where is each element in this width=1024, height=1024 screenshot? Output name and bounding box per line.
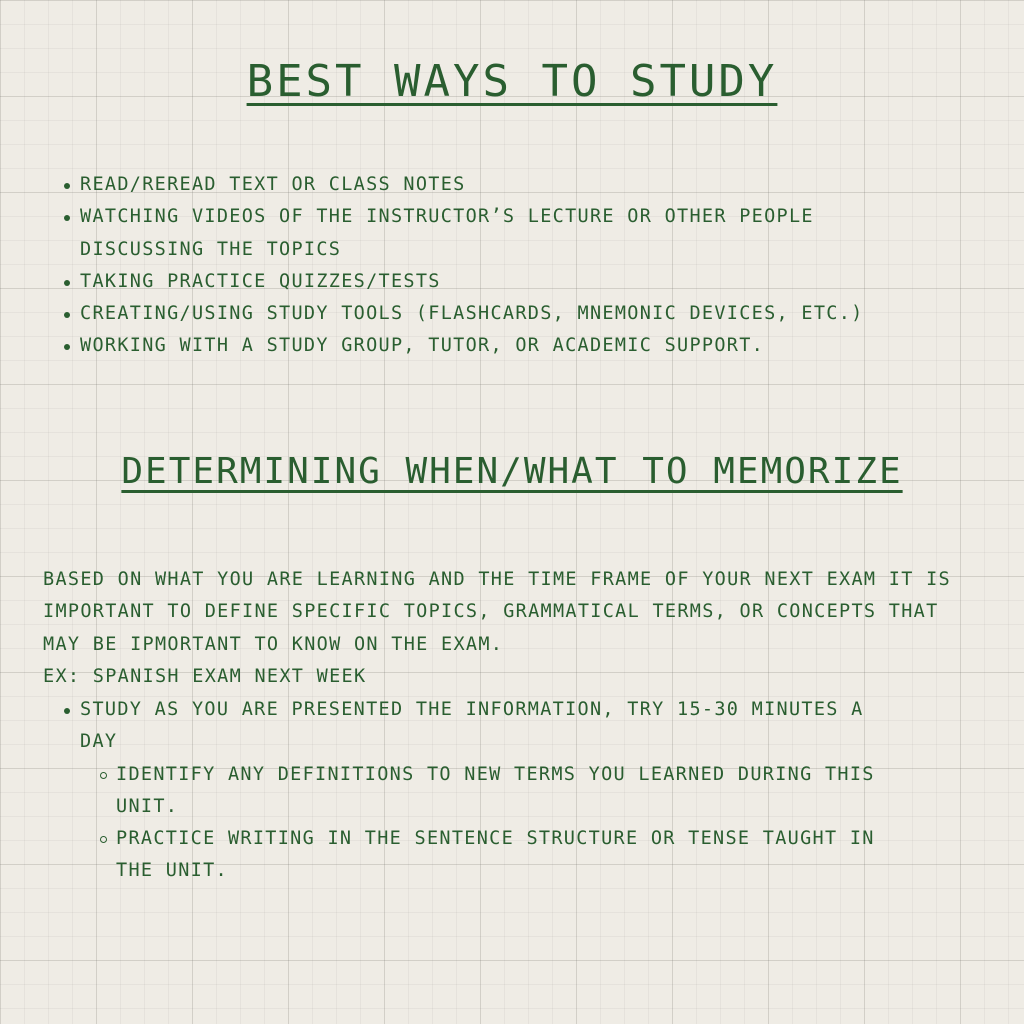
memorize-list [80, 694, 910, 888]
list-item: CREATING/USING STUDY TOOLS (FLASHCARDS, MNEMONIC DEVICES, ETC.) [80, 298, 910, 330]
memorize-paragraph: BASED ON WHAT YOU ARE LEARNING AND THE TIME FRAME OF YOUR NEXT EXAM IT IS IMPORTANT TO DEFINE SPECIFIC TOPICS, GRAMMATICAL TERMS, OR CONCEPTS THAT MAY BE IPMORTANT TO KNOW ON THE EXAM. [43, 569, 951, 655]
list-item-label: STUDY AS YOU ARE PRESENTED THE INFORMATION, TRY 15-30 MINUTES A DAY [80, 699, 864, 753]
list-item: WATCHING VIDEOS OF THE INSTRUCTOR’S LECTURE OR OTHER PEOPLE DISCUSSING THE TOPICS [80, 201, 910, 266]
list-item: TAKING PRACTICE QUIZZES/TESTS [80, 266, 910, 298]
example-line: EX: SPANISH EXAM NEXT WEEK [43, 666, 367, 687]
list-item [80, 694, 910, 888]
list-item: READ/REREAD TEXT OR CLASS NOTES [80, 169, 910, 201]
list-item: WORKING WITH A STUDY GROUP, TUTOR, OR ACADEMIC SUPPORT. [80, 330, 910, 362]
memorize-title: DETERMINING WHEN/WHAT TO MEMORIZE [121, 451, 903, 492]
sub-list-item: IDENTIFY ANY DEFINITIONS TO NEW TERMS YOU LEARNED DURING THIS UNIT. [116, 759, 910, 824]
best-ways-title: BEST WAYS TO STUDY [246, 56, 778, 107]
sub-list-item: PRACTICE WRITING IN THE SENTENCE STRUCTURE OR TENSE TAUGHT IN THE UNIT. [116, 823, 910, 888]
sub-list [80, 759, 910, 888]
study-methods-list [80, 169, 910, 363]
